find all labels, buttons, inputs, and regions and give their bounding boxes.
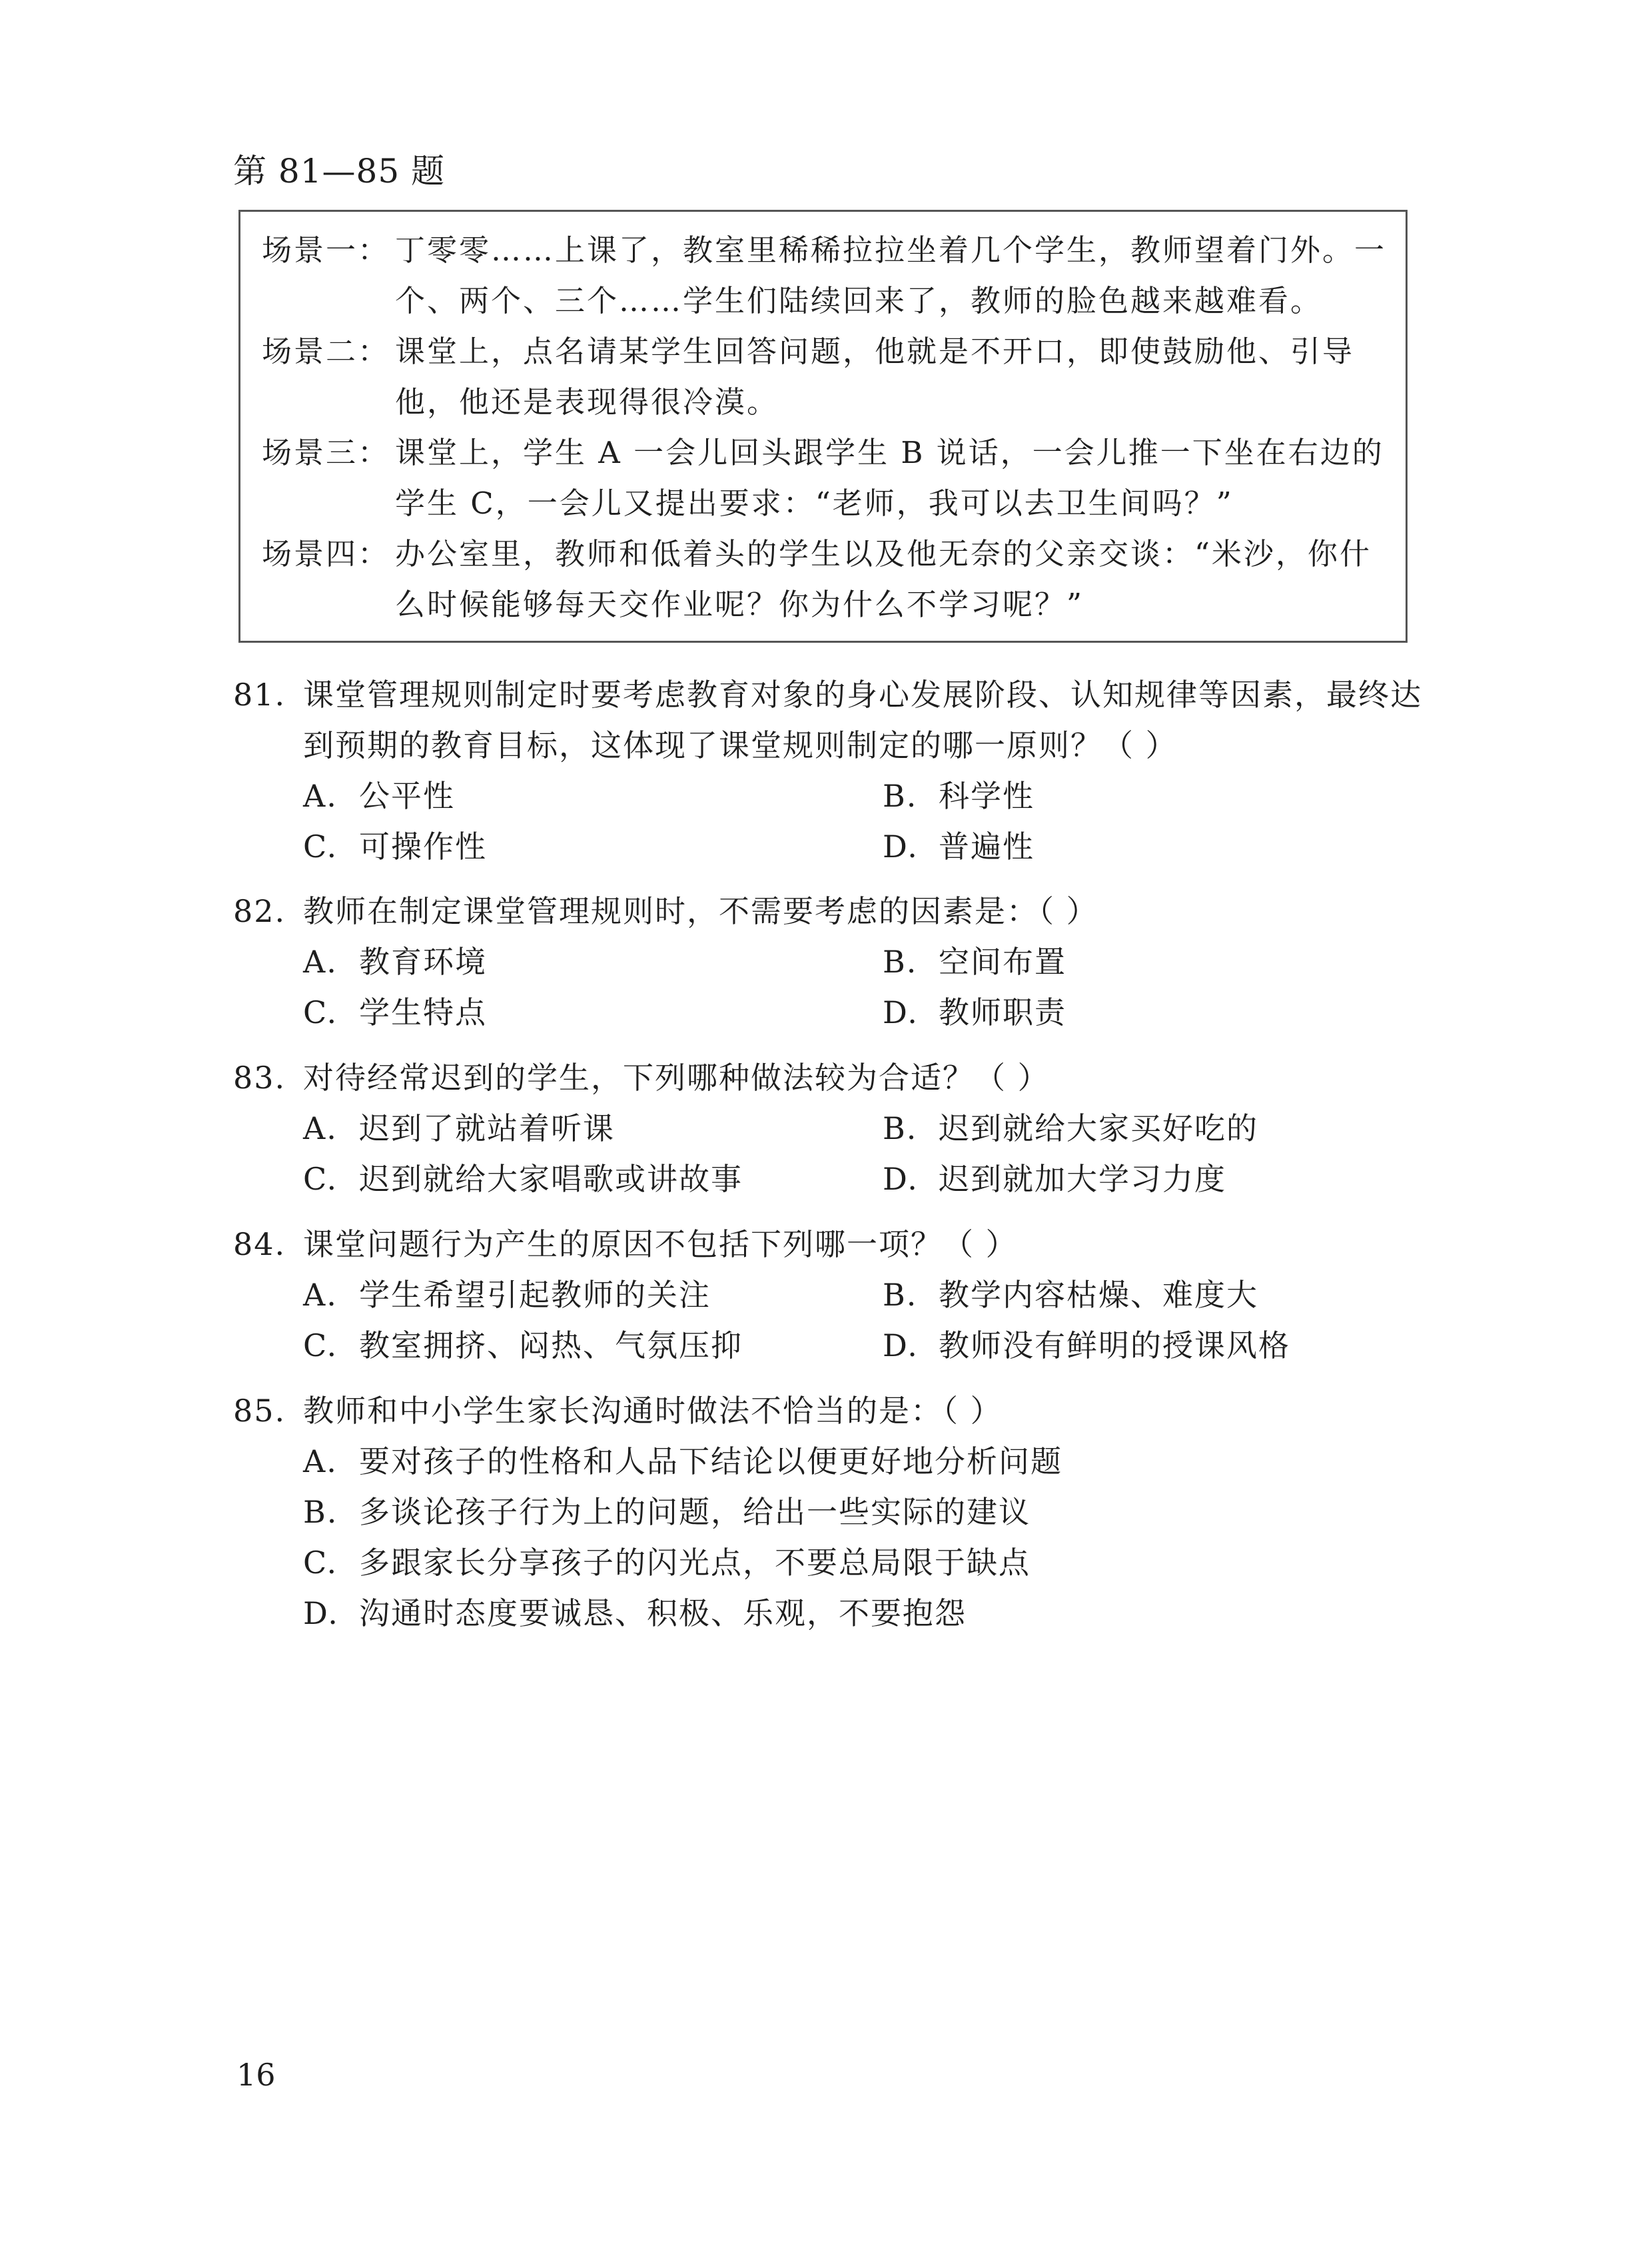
question-number: 82.: [233, 893, 286, 929]
option-c: [303, 1320, 883, 1371]
question-text: 教师在制定课堂管理规则时，不需要考虑的因素是：（ ）: [303, 893, 1098, 929]
options: [303, 771, 1432, 872]
options: [303, 1103, 1432, 1204]
scenario-text: 课堂上，点名请某学生回答问题，他就是不开口，即使鼓励他、引导他，他还是表现得很冷漠。: [395, 334, 1355, 420]
option-letter: D.: [883, 994, 919, 1030]
option-text: 迟到就加大学习力度: [939, 1161, 1226, 1197]
option-d: [883, 1320, 1429, 1371]
option-text: 迟到就给大家唱歌或讲故事: [359, 1161, 743, 1197]
option-text: 教室拥挤、闷热、气氛压抑: [359, 1327, 743, 1363]
option-b: [883, 771, 1429, 821]
option-letter: A.: [303, 944, 338, 980]
scenario-2: [262, 326, 1394, 428]
question-number: 81.: [233, 677, 286, 713]
scenario-label: 场景三：: [262, 435, 390, 470]
option-text: 教师没有鲜明的授课风格: [939, 1327, 1290, 1363]
question-stem: [233, 1385, 1432, 1436]
option-text: 学生特点: [359, 994, 487, 1030]
option-letter: D.: [883, 829, 919, 865]
option-text: 可操作性: [359, 829, 487, 865]
question-stem: [233, 886, 1432, 936]
question-text: 教师和中小学生家长沟通时做法不恰当的是：（ ）: [303, 1393, 1003, 1429]
scenario-box: [238, 210, 1408, 643]
option-a: [303, 1103, 883, 1154]
scenario-4: [262, 529, 1394, 630]
question-number: 85.: [233, 1393, 286, 1429]
question-84: [233, 1219, 1432, 1371]
option-letter: C.: [303, 1161, 338, 1197]
question-stem: [233, 1052, 1432, 1103]
option-text: 教学内容枯燥、难度大: [939, 1277, 1258, 1313]
option-text: 沟通时态度要诚恳、积极、乐观，不要抱怨: [359, 1595, 967, 1631]
option-b: [883, 1270, 1429, 1320]
question-83: [233, 1052, 1432, 1204]
option-letter: C.: [303, 994, 338, 1030]
section-title: 第 81—85 题: [233, 152, 446, 190]
question-82: [233, 886, 1432, 1038]
option-text: 科学性: [939, 778, 1034, 814]
page-number: 16: [236, 2057, 276, 2093]
option-c: [303, 987, 883, 1038]
option-d: [883, 1154, 1429, 1204]
option-d: [883, 821, 1429, 872]
question-number: 83.: [233, 1060, 286, 1096]
option-text: 普遍性: [939, 829, 1034, 865]
option-letter: A.: [303, 1110, 338, 1146]
option-a: [303, 1436, 1432, 1487]
option-c: [303, 1537, 1432, 1588]
question-text: 课堂问题行为产生的原因不包括下列哪一项？（ ）: [303, 1226, 1018, 1262]
option-b: [883, 936, 1429, 987]
option-letter: B.: [883, 944, 918, 980]
question-81: [233, 669, 1432, 872]
question-text: 课堂管理规则制定时要考虑教育对象的身心发展阶段、认知规律等因素，最终达到预期的教育目标，这体现了课堂规则制定的哪一原则？（ ）: [303, 677, 1422, 763]
scenario-1: [262, 225, 1394, 326]
option-letter: A.: [303, 778, 338, 814]
scenario-label: 场景二：: [262, 334, 390, 369]
option-text: 要对孩子的性格和人品下结论以便更好地分析问题: [359, 1443, 1062, 1479]
question-number: 84.: [233, 1226, 286, 1262]
option-letter: D.: [883, 1327, 919, 1363]
option-text: 空间布置: [939, 944, 1066, 980]
question-text: 对待经常迟到的学生，下列哪种做法较为合适？（ ）: [303, 1060, 1050, 1096]
option-letter: C.: [303, 829, 338, 865]
option-letter: A.: [303, 1443, 338, 1479]
scenario-text: 课堂上，学生 A 一会儿回头跟学生 B 说话，一会儿推一下坐在右边的学生 C，一会儿又提出要求：“老师，我可以去卫生间吗？”: [395, 435, 1384, 521]
option-a: [303, 771, 883, 821]
option-c: [303, 1154, 883, 1204]
option-text: 教师职责: [939, 994, 1066, 1030]
scenario-3: [262, 428, 1394, 529]
option-a: [303, 1270, 883, 1320]
options: [303, 1270, 1432, 1371]
options: [303, 936, 1432, 1038]
question-stem: [233, 669, 1432, 771]
scenario-text: 丁零零……上课了，教室里稀稀拉拉坐着几个学生，教师望着门外。一个、两个、三个……学生们陆续回来了，教师的脸色越来越难看。: [395, 232, 1387, 318]
option-text: 教育环境: [359, 944, 487, 980]
scenario-text: 办公室里，教师和低着头的学生以及他无奈的父亲交谈：“米沙，你什么时候能够每天交作业呢？你为什么不学习呢？”: [395, 536, 1372, 622]
scenario-label: 场景四：: [262, 536, 390, 571]
option-letter: C.: [303, 1327, 338, 1363]
option-text: 迟到了就站着听课: [359, 1110, 615, 1146]
option-letter: D.: [883, 1161, 919, 1197]
option-b: [303, 1487, 1432, 1537]
option-letter: C.: [303, 1545, 338, 1581]
option-text: 多谈论孩子行为上的问题，给出一些实际的建议: [359, 1494, 1031, 1530]
option-letter: B.: [303, 1494, 338, 1530]
option-c: [303, 821, 883, 872]
question-85: [233, 1385, 1432, 1639]
option-text: 迟到就给大家买好吃的: [939, 1110, 1258, 1146]
option-text: 多跟家长分享孩子的闪光点，不要总局限于缺点: [359, 1545, 1031, 1581]
options: [303, 1436, 1432, 1639]
option-letter: B.: [883, 1277, 918, 1313]
option-d: [883, 987, 1429, 1038]
option-d: [303, 1588, 1432, 1639]
question-stem: [233, 1219, 1432, 1270]
option-letter: B.: [883, 1110, 918, 1146]
option-letter: D.: [303, 1595, 339, 1631]
option-letter: B.: [883, 778, 918, 814]
option-text: 学生希望引起教师的关注: [359, 1277, 711, 1313]
option-a: [303, 936, 883, 987]
option-letter: A.: [303, 1277, 338, 1313]
scenario-label: 场景一：: [262, 232, 390, 268]
option-text: 公平性: [359, 778, 455, 814]
option-b: [883, 1103, 1429, 1154]
